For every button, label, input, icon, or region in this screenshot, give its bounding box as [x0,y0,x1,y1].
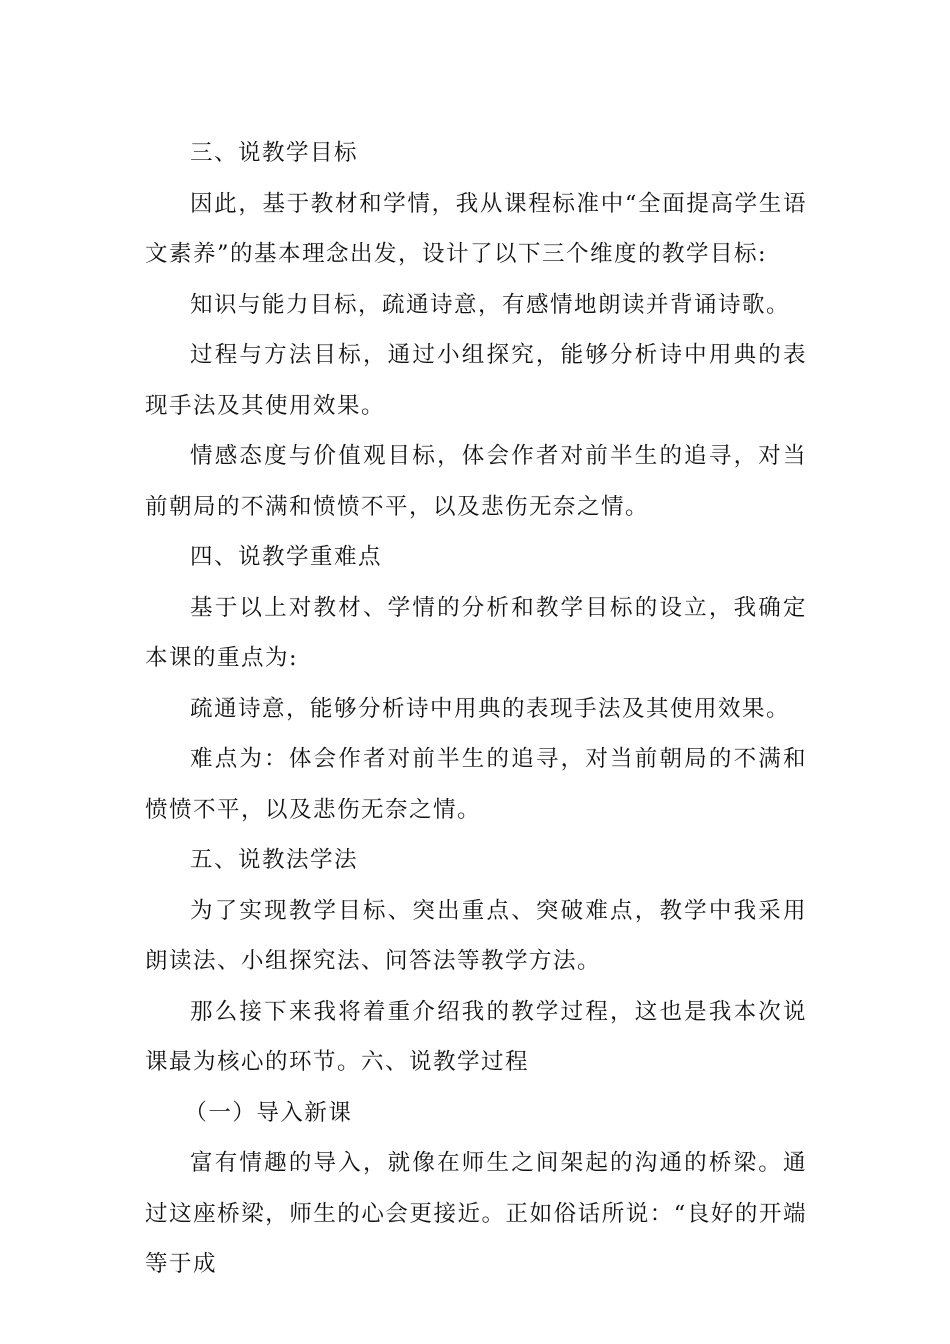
section-heading-teaching-methods: 五、说教法学法 [190,847,359,873]
paragraph: 为了实现教学目标、突出重点、突破难点，教学中我采用朗读法、小组探究法、问答法等教学方法。 [145,897,807,974]
paragraph: 那么接下来我将着重介绍我的教学过程，这也是我本次说课最为核心的环节。六、说教学过程 [145,998,807,1075]
paragraph: 情感态度与价值观目标，体会作者对前半生的追寻，对当前朝局的不满和愤愤不平，以及悲伤无奈之情。 [145,443,807,520]
paragraph: 难点为：体会作者对前半生的追寻，对当前朝局的不满和愤愤不平，以及悲伤无奈之情。 [145,746,807,823]
paragraph: 知识与能力目标，疏通诗意，有感情地朗读并背诵诗歌。 [190,291,791,318]
paragraph: 富有情趣的导入，就像在师生之间架起的沟通的桥梁。通过这座桥梁，师生的心会更接近。正如俗话所说：“良好的开端等于成 [145,1150,807,1277]
section-heading-teaching-goals: 三、说教学目标 [190,140,359,166]
section-heading-key-difficulties: 四、说教学重难点 [190,544,383,570]
paragraph: 过程与方法目标，通过小组探究，能够分析诗中用典的表现手法及其使用效果。 [145,342,807,419]
paragraph: 基于以上对教材、学情的分析和教学目标的设立，我确定本课的重点为: [145,594,807,671]
paragraph: 疏通诗意，能够分析诗中用典的表现手法及其使用效果。 [190,695,791,722]
subsection-heading-introduction: （一）导入新课 [184,1099,353,1126]
paragraph: 因此，基于教材和学情，我从课程标准中“全面提高学生语文素养”的基本理念出发，设计了以下三个维度的教学目标: [145,190,807,267]
document-body [145,128,807,1290]
